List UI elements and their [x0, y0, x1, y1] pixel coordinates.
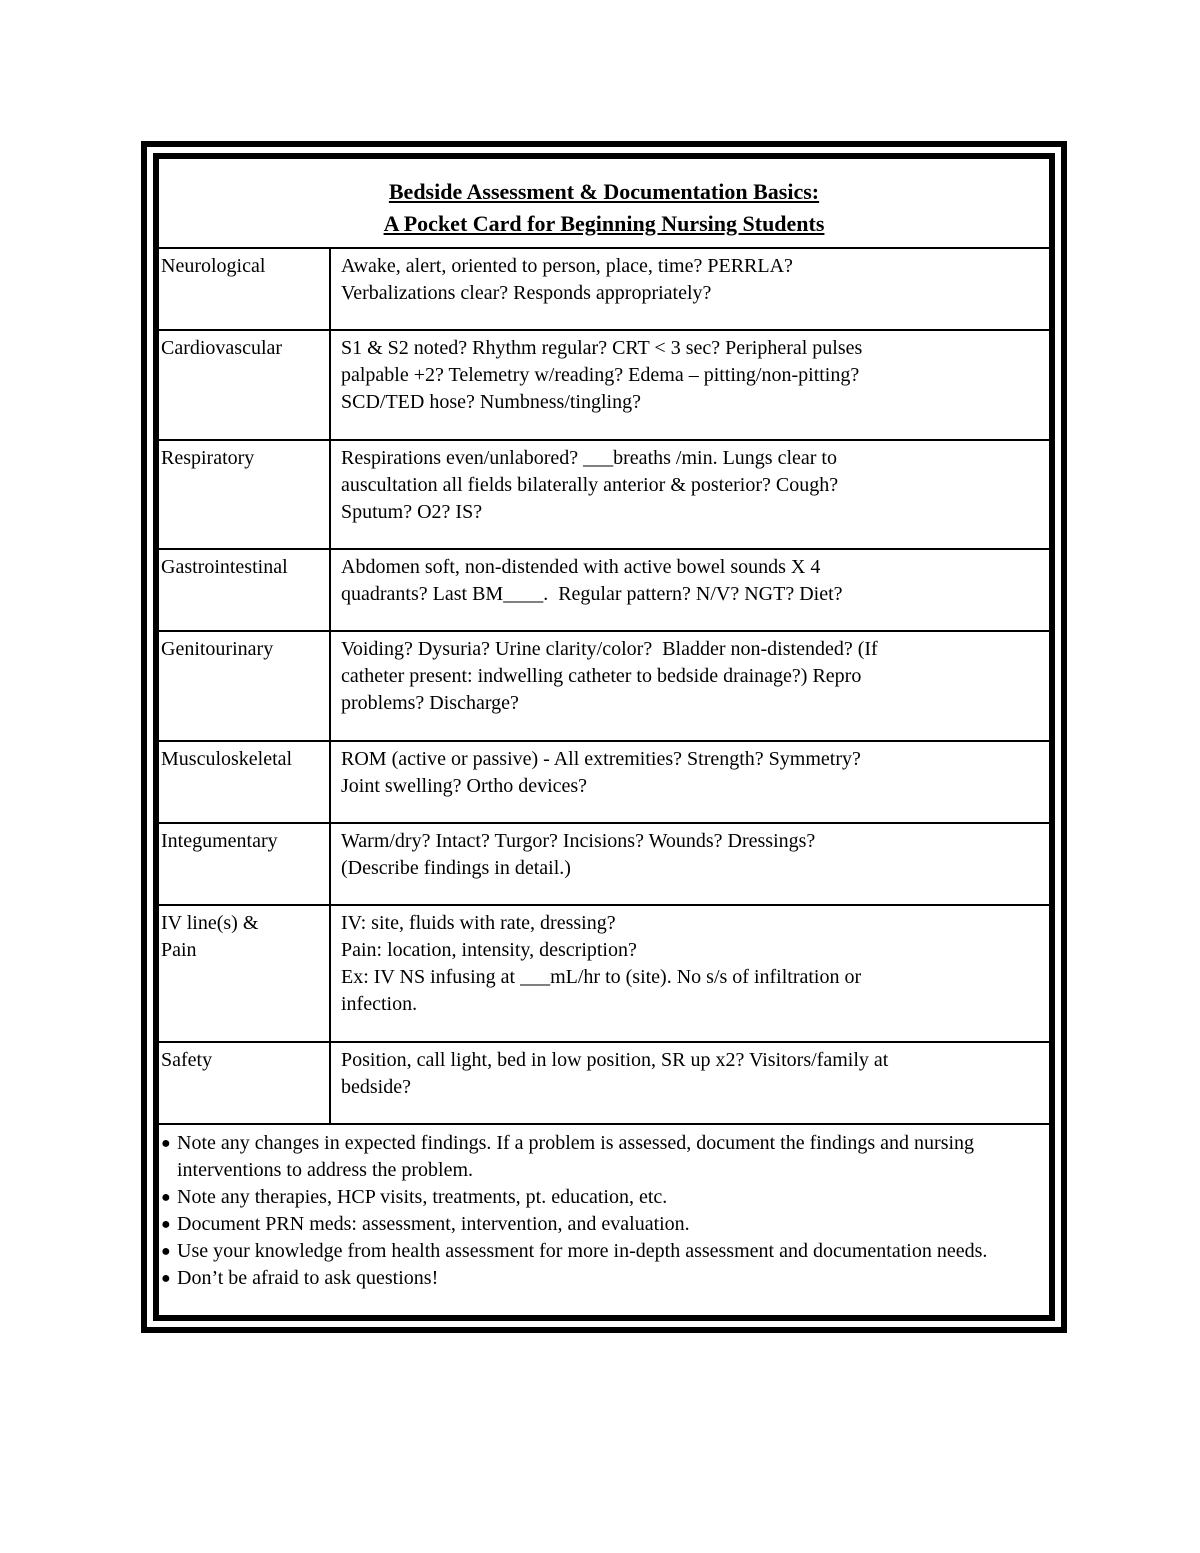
description-line: palpable +2? Telemetry w/reading? Edema – pitting/non-pitting? [341, 364, 860, 386]
row-description [331, 632, 1049, 740]
description-line: Warm/dry? Intact? Turgor? Incisions? Wounds? Dressings? [341, 830, 816, 852]
bullet-icon: ● [161, 1135, 171, 1152]
description-line: Abdomen soft, non-distended with active bowel sounds X 4 [341, 556, 821, 578]
note-item [161, 1130, 1045, 1184]
description-line: Position, call light, bed in low position, SR up x2? Visitors/family at [341, 1049, 889, 1071]
note-text: Note any therapies, HCP visits, treatments, pt. education, etc. [177, 1186, 668, 1208]
row-category: IV line(s) & Pain [159, 906, 331, 1041]
assessment-row-safety [159, 1043, 1049, 1125]
description-line: Respirations even/unlabored? ___breaths /min. Lungs clear to [341, 447, 837, 469]
row-description [331, 742, 1049, 822]
row-description [331, 441, 1049, 548]
note-item [161, 1265, 1045, 1292]
pocket-card [153, 153, 1055, 1321]
description-line: catheter present: indwelling catheter to bedside drainage?) Repro [341, 665, 862, 687]
assessment-row-respiratory [159, 441, 1049, 550]
note-item [161, 1238, 1045, 1265]
row-category: Cardiovascular [159, 331, 331, 439]
bullet-icon: ● [161, 1243, 171, 1260]
assessment-row-iv-pain [159, 906, 1049, 1043]
row-category: Respiratory [159, 441, 331, 548]
description-line: (Describe findings in detail.) [341, 857, 571, 879]
description-line: Ex: IV NS infusing at ___mL/hr to (site). No s/s of infiltration or [341, 966, 862, 988]
description-line: quadrants? Last BM____. Regular pattern? N/V? NGT? Diet? [341, 583, 843, 605]
notes-list [159, 1125, 1049, 1292]
assessment-row-gastrointestinal [159, 550, 1049, 632]
note-item [161, 1211, 1045, 1238]
row-description [331, 1043, 1049, 1123]
description-line: bedside? [341, 1076, 411, 1098]
assessment-row-genitourinary [159, 632, 1049, 742]
pocket-card-outer-border [141, 141, 1067, 1333]
assessment-row-musculoskeletal [159, 742, 1049, 824]
description-line: SCD/TED hose? Numbness/tingling? [341, 391, 641, 413]
assessment-row-cardiovascular [159, 331, 1049, 441]
row-category: Musculoskeletal [159, 742, 331, 822]
row-category: Safety [159, 1043, 331, 1123]
row-description [331, 331, 1049, 439]
row-category: Integumentary [159, 824, 331, 904]
description-line: problems? Discharge? [341, 692, 519, 714]
description-line: IV: site, fluids with rate, dressing? [341, 912, 616, 934]
bullet-icon: ● [161, 1270, 171, 1287]
description-line: Verbalizations clear? Responds appropriately? [341, 282, 712, 304]
title-line-2: A Pocket Card for Beginning Nursing Students [383, 211, 825, 236]
assessment-row-integumentary [159, 824, 1049, 906]
row-description [331, 249, 1049, 329]
description-line: Voiding? Dysuria? Urine clarity/color? Bladder non-distended? (If [341, 638, 878, 660]
row-description [331, 550, 1049, 630]
description-line: S1 & S2 noted? Rhythm regular? CRT < 3 sec? Peripheral pulses [341, 337, 863, 359]
row-category: Genitourinary [159, 632, 331, 740]
description-line: Pain: location, intensity, description? [341, 939, 637, 961]
title-line-1: Bedside Assessment & Documentation Basics: [388, 179, 820, 204]
description-line: Awake, alert, oriented to person, place, time? PERRLA? [341, 255, 793, 277]
description-line: Sputum? O2? IS? [341, 501, 483, 523]
row-category: Neurological [159, 249, 331, 329]
description-line: infection. [341, 993, 418, 1015]
description-line: auscultation all fields bilaterally anterior & posterior? Cough? [341, 474, 839, 496]
row-description [331, 824, 1049, 904]
note-text: Don’t be afraid to ask questions! [177, 1267, 439, 1289]
row-description [331, 906, 1049, 1041]
assessment-row-neurological [159, 249, 1049, 331]
note-item [161, 1184, 1045, 1211]
note-text: Document PRN meds: assessment, intervention, and evaluation. [177, 1213, 690, 1235]
row-category: Gastrointestinal [159, 550, 331, 630]
description-line: Joint swelling? Ortho devices? [341, 775, 588, 797]
bullet-icon: ● [161, 1189, 171, 1206]
description-line: ROM (active or passive) - All extremities? Strength? Symmetry? [341, 748, 861, 770]
bullet-icon: ● [161, 1216, 171, 1233]
card-header [159, 159, 1049, 249]
note-text: Note any changes in expected findings. If a problem is assessed, document the findings and nursing interventions to address the problem. [177, 1132, 975, 1181]
note-text: Use your knowledge from health assessment for more in-depth assessment and documentation needs. [177, 1240, 988, 1262]
